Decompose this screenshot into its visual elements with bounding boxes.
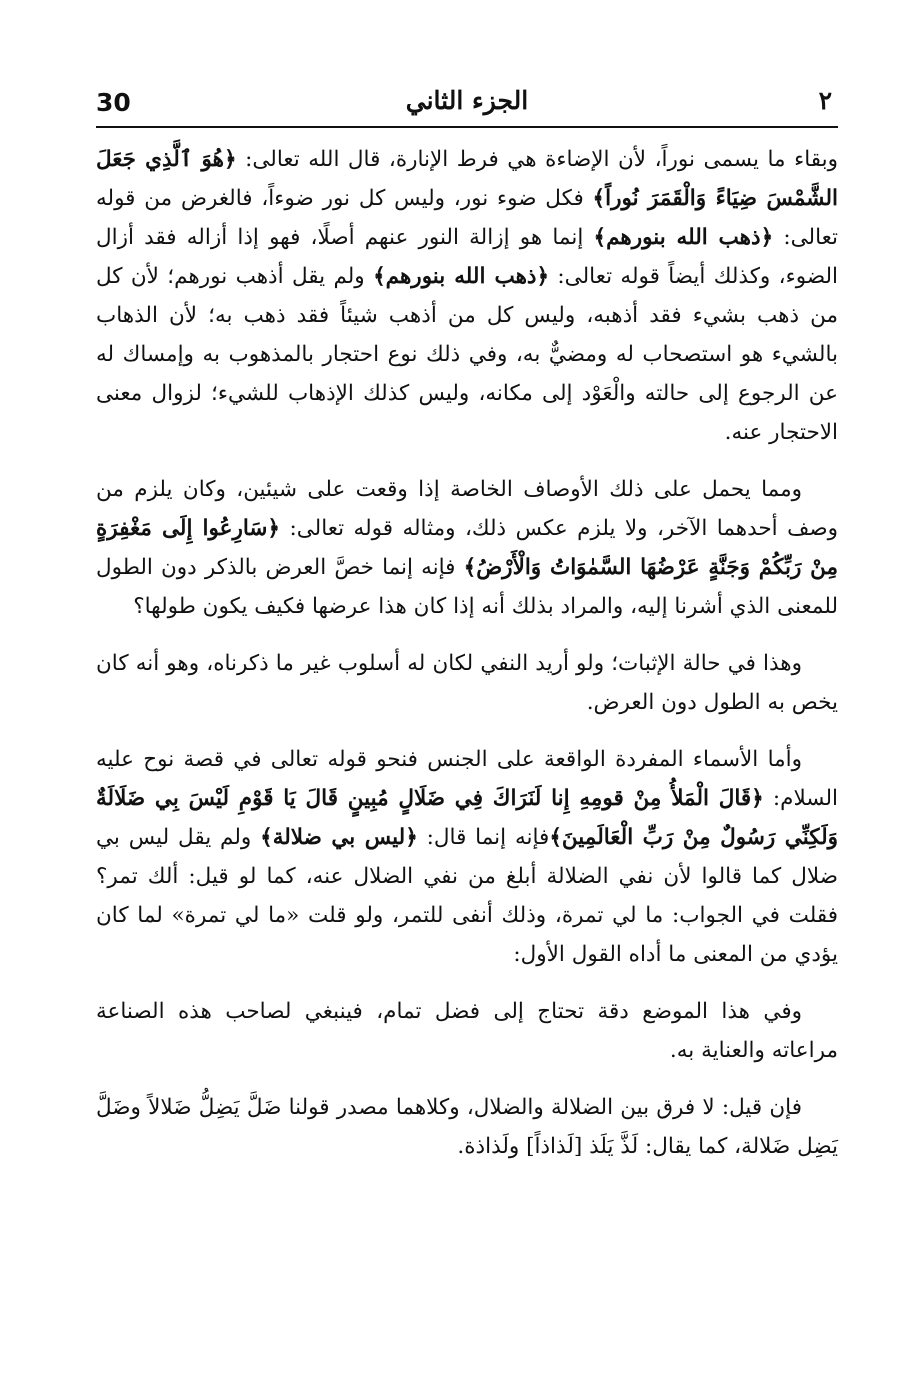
paragraph xyxy=(96,1088,838,1166)
page-body xyxy=(96,140,838,1166)
quran-quote: ﴿سَارِعُوا إِلَى مَغْفِرَةٍ مِنْ رَبِّكُمْ وَجَنَّةٍ عَرْضُهَا السَّمٰوَاتُ وَالْأَرْضُ﴾ xyxy=(96,516,839,580)
quran-quote: ﴿ذهب الله بنورهم﴾ xyxy=(593,225,774,250)
quran-quote: ﴿هُوَ ٱلَّذِي جَعَلَ الشَّمْسَ ضِيَاءً وَالْقَمَرَ نُوراً﴾ xyxy=(96,147,838,211)
text-segment: إنما هو إزالة النور عنهم أصلًا، فهو إذا أزاله فقد أزال الضوء، وكذلك أيضاً قوله تعالى: xyxy=(96,225,838,289)
section-number: ٢ xyxy=(818,86,832,115)
paragraph xyxy=(96,470,838,626)
text-segment: فإنه إنما خصَّ العرض بالذكر دون الطول للمعنى الذي أشرنا إليه، والمراد بذلك أنه إذا كان هذا عرضها فكيف يكون طولها؟ xyxy=(96,555,838,619)
text-segment: وبقاء ما يسمى نوراً، لأن الإضاءة هي فرط الإنارة، قال الله تعالى: xyxy=(236,147,838,172)
text-segment: وأما الأسماء المفردة الواقعة على الجنس فنحو قوله تعالى في قصة نوح عليه السلام: xyxy=(96,747,838,811)
text-segment: وفي هذا الموضع دقة تحتاج إلى فضل تمام، فينبغي لصاحب هذه الصناعة مراعاته والعناية به. xyxy=(96,999,838,1063)
paragraph xyxy=(96,644,838,722)
text-segment: ولم يقل ليس بي ضلال كما قالوا لأن نفي الضلالة أبلغ من نفي الضلال عنه، كما لو قيل: ألك تمر؟ فقلت في الجواب: ما لي تمرة، وذلك أنفى للتمر، ولو قلت «ما لي تمرة» لما كان يؤدي من المعنى ما أداه القول الأول: xyxy=(96,825,838,967)
text-segment: فإنه إنما قال: xyxy=(417,825,550,850)
text-segment: ولم يقل أذهب نورهم؛ لأن كل من ذهب بشيء فقد أذهبه، وليس كل من أذهب شيئاً فقد ذهب به؛ لأن الذهاب بالشيء هو استصحاب له ومضيٌّ به، وفي ذلك نوع احتجار بالمذهوب به وإمساك له عن الرجوع إلى حالته والْعَوْد إلى مكانه، وليس كذلك الإذهاب للشيء؛ لزوال معنى الاحتجار عنه. xyxy=(96,264,838,445)
paragraph xyxy=(96,140,838,452)
quran-quote: ﴿قَالَ الْمَلأُ مِنْ قومِهِ إِنا لَنَرَاكَ فِي ضَلَالٍ مُبِينٍ قَالَ يَا قَوْمِ لَيْسَ بِي ضَلَالَةٌ وَلَكِنِّي رَسُولٌ مِنْ رَبِّ الْعَالَمِينَ﴾ xyxy=(96,786,839,850)
paragraph xyxy=(96,992,838,1070)
quran-quote: ﴿ليس بي ضلالة﴾ xyxy=(260,825,418,850)
text-segment: ومما يحمل على ذلك الأوصاف الخاصة إذا وقعت على شيئين، وكان يلزم من وصف أحدهما الآخر، ولا يلزم عكس ذلك، ومثاله قوله تعالى: xyxy=(96,477,838,541)
book-page xyxy=(96,82,838,1184)
page-header xyxy=(96,82,838,128)
page-number: 30 xyxy=(96,88,131,117)
text-segment: فإن قيل: لا فرق بين الضلالة والضلال، وكلاهما مصدر قولنا ضَلَّ يَضِلُّ ضَلالاً وضَلَّ يَضِل ضَلالة، كما يقال: لَذَّ يَلَذ [لَذاذاً] ولَذاذة. xyxy=(96,1095,838,1159)
paragraph xyxy=(96,740,838,974)
quran-quote: ﴿ذهب الله بنورهم﴾ xyxy=(373,264,550,289)
part-title: الجزء الثاني xyxy=(405,86,529,115)
text-segment: وهذا في حالة الإثبات؛ ولو أريد النفي لكان له أسلوب غير ما ذكرناه، وهو أنه كان يخص به الطول دون العرض. xyxy=(96,651,838,715)
text-segment: فكل ضوء نور، وليس كل نور ضوءاً، فالغرض من قوله تعالى: xyxy=(96,186,838,250)
